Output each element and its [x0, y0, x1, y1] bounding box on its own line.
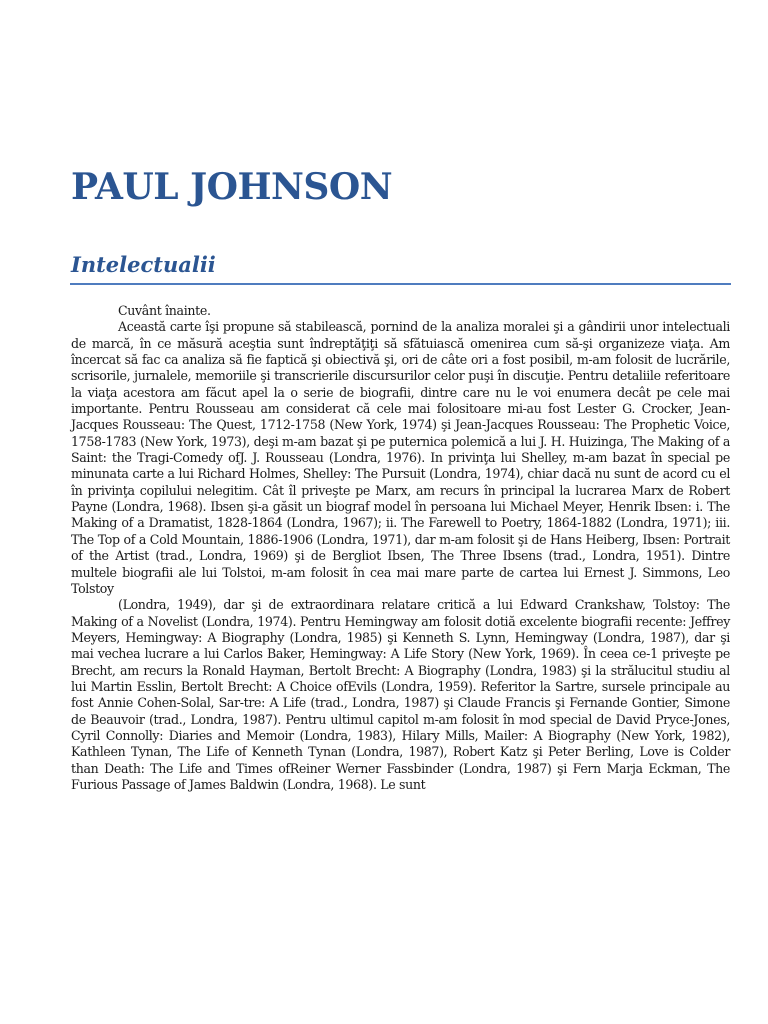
- author-heading: PAUL JOHNSON: [71, 166, 393, 208]
- book-title: Intelectualii: [71, 252, 216, 277]
- section-heading: Cuvânt înainte.: [118, 303, 211, 318]
- body-text: [71, 303, 730, 793]
- paragraph: Această carte îşi propune să stabilească, pornind de la analiza moralei şi a gândirii unor intelectuali de marcă, în ce măsură aceştia sunt îndreptăţiţi să sfătuiască omenirea cum să-şi organizeze viaţa. Am încercat să fac ca analiza să fie faptică şi obiectivă şi, ori de câte ori a fost posibil, m-am folosit de lucrările, scrisorile, jurnalele, memoriile şi transcrierile discursurilor celor puşi în discuţie. Pentru detaliile referitoare la viaţa acestora am făcut apel la o serie de biografii, dintre care nu le voi enumera decât pe cele mai importante. Pentru Rousseau am considerat că cele mai folositoare mi-au fost Lester G. Crocker, Jean-Jacques Rousseau: The Quest, 1712-1758 (New York, 1974) şi Jean-Jacques Rousseau: The Prophetic Voice, 1758-1783 (New York, 1973), deşi m-am bazat şi pe puternica polemică a lui J. H. Huizinga, The Making of a Saint: the Tragi-Comedy ofJ. J. Rousseau (Londra, 1976). In privinţa lui Shelley, m-am bazat în special pe minunata carte a lui Richard Holmes, Shelley: The Pursuit (Londra, 1974), chiar dacă nu sunt de acord cu el în privinţa copilului nelegitim. Cât îl priveşte pe Marx, am recurs în principal la lucrarea Marx de Robert Payne (Londra, 1968). Ibsen şi-a găsit un biograf model în persoana lui Michael Meyer, Henrik Ibsen: i. The Making of a Dramatist, 1828-1864 (Londra, 1967); ii. The Farewell to Poetry, 1864-1882 (Londra, 1971); iii. The Top of a Cold Mountain, 1886-1906 (Londra, 1971), dar m-am folosit şi de Hans Heiberg, Ibsen: Portrait of the Artist (trad., Londra, 1969) şi de Bergliot Ibsen, The Three Ibsens (trad., Londra, 1951). Dintre multele biografii ale lui Tolstoi, m-am folosit în cea mai mare parte de cartea lui Ernest J. Simmons, Leo Tolstoy: [71, 319, 730, 596]
- title-underline: [70, 283, 731, 285]
- paragraph: (Londra, 1949), dar şi de extraordinara relatare critică a lui Edward Crankshaw, Tolstoy: The Making of a Novelist (Londra, 1974). Pentru Hemingway am folosit dotiă excelente biografii recente: Jeffrey Meyers, Hemingway: A Biography (Londra, 1985) şi Kenneth S. Lynn, Hemingway (Londra, 1987), dar şi mai vechea lucrare a lui Carlos Baker, Hemingway: A Life Story (New York, 1969). În ceea ce-1 priveşte pe Brecht, am recurs la Ronald Hayman, Bertolt Brecht: A Biography (Londra, 1983) şi la strălucitul studiu al lui Martin Esslin, Bertolt Brecht: A Choice ofEvils (Londra, 1959). Referitor la Sartre, sursele principale au fost Annie Cohen-Solal, Sar-tre: A Life (trad., Londra, 1987) şi Claude Francis şi Fernande Gontier, Simone de Beauvoir (trad., Londra, 1987). Pentru ultimul capitol m-am folosit în mod special de David Pryce-Jones, Cyril Connolly: Diaries and Memoir (Londra, 1983), Hilary Mills, Mailer: A Biography (New York, 1982), Kathleen Tynan, The Life of Kenneth Tynan (Londra, 1987), Robert Katz şi Peter Berling, Love is Colder than Death: The Life and Times ofReiner Werner Fassbinder (Londra, 1987) şi Fern Marja Eckman, The Furious Passage of James Baldwin (Londra, 1968). Le sunt: [71, 597, 730, 792]
